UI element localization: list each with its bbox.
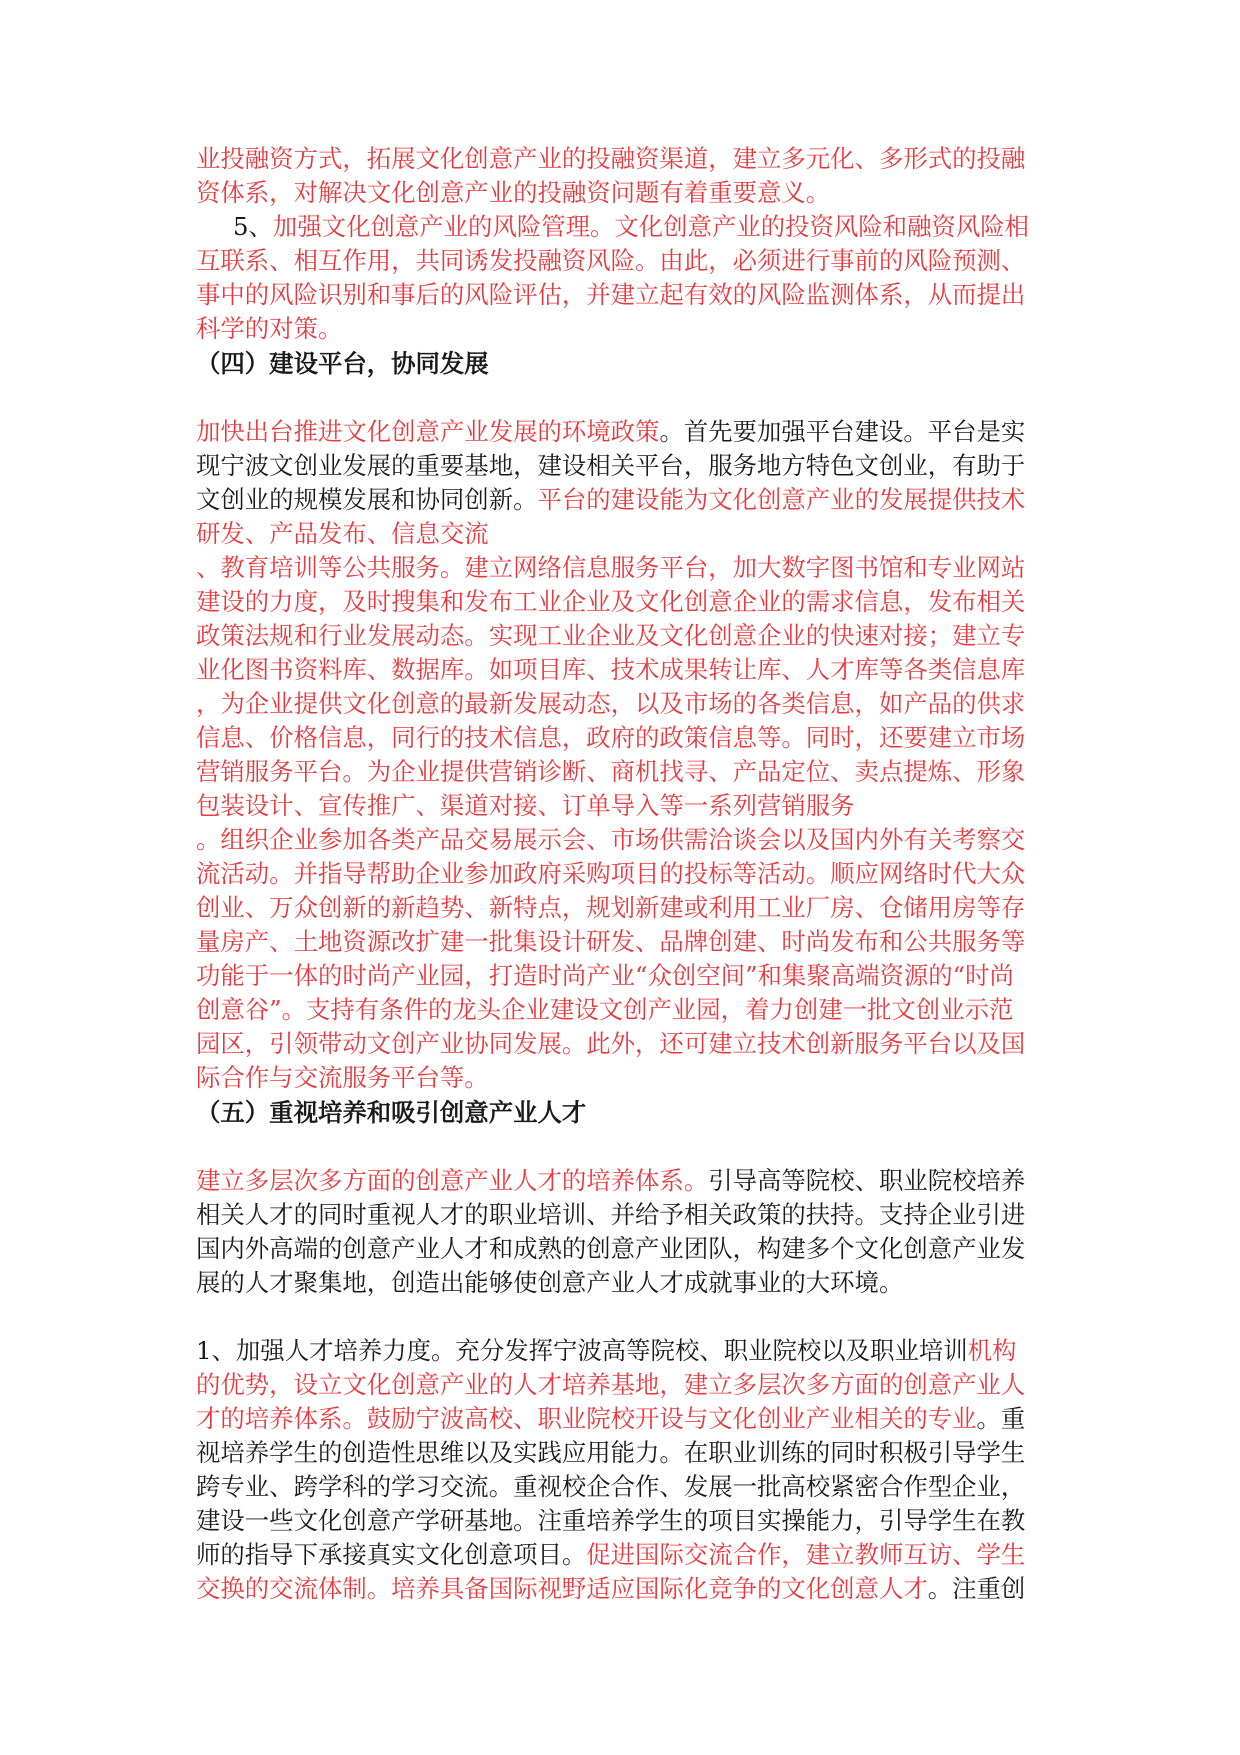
body-text-line bbox=[196, 754, 1025, 790]
plain-text: 跨专业、跨学科的学习交流。重视校企合作、发展一批高校紧密合作型企业， bbox=[196, 1472, 1026, 1501]
body-text-line bbox=[196, 448, 1025, 484]
highlighted-text: 建立多层次多方面的创意产业人才的培养体系。 bbox=[196, 1166, 709, 1195]
body-text-line bbox=[196, 1197, 1025, 1233]
section-heading bbox=[196, 346, 489, 382]
body-text-line bbox=[196, 175, 830, 211]
highlighted-text: 建设的力度，及时搜集和发布工业企业及文化创意企业的需求信息，发布相关 bbox=[196, 587, 1026, 616]
highlighted-text: 促进国际交流合作，建立教师互访、学生 bbox=[586, 1540, 1026, 1569]
highlighted-text: 创业、万众创新的新趋势、新特点，规划新建或利用工业厂房、仓储用房等存 bbox=[196, 893, 1026, 922]
highlighted-text: 加强文化创意产业的风险管理。文化创意产业的投资风险和融资风险相 bbox=[272, 212, 1030, 241]
highlighted-text: 机构 bbox=[967, 1336, 1017, 1365]
body-text-line bbox=[196, 550, 1025, 586]
body-text-line bbox=[196, 141, 1025, 177]
body-text-line bbox=[196, 414, 1025, 450]
body-text-line bbox=[196, 1333, 1016, 1369]
body-text-line bbox=[196, 277, 1025, 313]
body-text-line bbox=[196, 856, 1025, 892]
highlighted-text: 营销服务平台。为企业提供营销诊断、商机找寻、产品定位、卖点提炼、形象 bbox=[196, 757, 1026, 786]
body-text-line bbox=[196, 1401, 1025, 1437]
section-heading bbox=[196, 1095, 586, 1131]
highlighted-text: 科学的对策。 bbox=[196, 314, 343, 343]
highlighted-text: 事中的风险识别和事后的风险评估，并建立起有效的风险监测体系，从而提出 bbox=[196, 280, 1026, 309]
plain-text: 。首先要加强平台建设。平台是实 bbox=[659, 417, 1026, 446]
plain-text: 引导高等院校、职业院校培养 bbox=[708, 1166, 1026, 1195]
body-text-line bbox=[196, 516, 489, 552]
body-text-line bbox=[196, 1571, 1025, 1607]
plain-text: 1、加强人才培养力度。充分发挥宁波高等院校、职业院校以及职业培训 bbox=[196, 1336, 968, 1365]
highlighted-text: 信息、价格信息，同行的技术信息，政府的政策信息等。同时，还要建立市场 bbox=[196, 723, 1026, 752]
highlighted-text: 量房产、土地资源改扩建一批集设计研发、品牌创建、时尚发布和公共服务等 bbox=[196, 927, 1026, 956]
body-text-line bbox=[196, 618, 1025, 654]
highlighted-text: 创意谷”。支持有条件的龙头企业建设文创产业园，着力创建一批文创业示范 bbox=[196, 995, 1014, 1024]
body-text-line bbox=[196, 1026, 1025, 1062]
highlighted-text: 互联系、相互作用，共同诱发投融资风险。由此，必须进行事前的风险预测、 bbox=[196, 246, 1026, 275]
highlighted-text: 研发、产品发布、信息交流 bbox=[196, 519, 489, 548]
body-text-line bbox=[196, 1060, 489, 1096]
body-text-line bbox=[196, 1231, 1025, 1267]
body-text-line bbox=[196, 584, 1025, 620]
body-text-line bbox=[196, 924, 1025, 960]
body-text-line bbox=[196, 822, 1025, 858]
body-text-line bbox=[196, 1537, 1025, 1573]
plain-text: 5、 bbox=[233, 212, 273, 241]
highlighted-text: 功能于一体的时尚产业园，打造时尚产业“众创空间”和集聚高端资源的“时尚 bbox=[196, 961, 1014, 990]
highlighted-text: 业化图书资料库、数据库。如项目库、技术成果转让库、人才库等各类信息库 bbox=[196, 655, 1026, 684]
body-text-line bbox=[196, 1367, 1025, 1403]
body-text-line bbox=[196, 958, 1014, 994]
plain-text: （五）重视培养和吸引创意产业人才 bbox=[196, 1098, 587, 1127]
body-text-line bbox=[196, 686, 1025, 722]
highlighted-text: 包装设计、宣传推广、渠道对接、订单导入等一系列营销服务 bbox=[196, 791, 855, 820]
body-text-line bbox=[196, 1163, 1025, 1199]
body-text-line bbox=[196, 311, 342, 347]
body-text-line bbox=[196, 1265, 903, 1301]
highlighted-text: 际合作与交流服务平台等。 bbox=[196, 1063, 489, 1092]
plain-text: 展的人才聚集地，创造出能够使创意产业人才成就事业的大环境。 bbox=[196, 1268, 904, 1297]
plain-text: 相关人才的同时重视人才的职业培训、并给予相关政策的扶持。支持企业引进 bbox=[196, 1200, 1026, 1229]
plain-text: 。重 bbox=[976, 1404, 1026, 1433]
plain-text: （四）建设平台，协同发展 bbox=[196, 349, 489, 378]
plain-text: 师的指导下承接真实文化创意项目。 bbox=[196, 1540, 587, 1569]
body-text-line bbox=[196, 788, 855, 824]
body-text-line bbox=[196, 243, 1025, 279]
plain-text: 文创业的规模发展和协同创新。 bbox=[196, 485, 538, 514]
body-text-line bbox=[196, 1503, 1025, 1539]
highlighted-text: 业投融资方式，拓展文化创意产业的投融资渠道，建立多元化、多形式的投融 bbox=[196, 144, 1026, 173]
highlighted-text: 平台的建设能为文化创意产业的发展提供技术 bbox=[537, 485, 1026, 514]
body-text-line bbox=[233, 209, 1029, 245]
body-text-line bbox=[196, 890, 1025, 926]
body-text-line bbox=[196, 992, 1013, 1028]
body-text-line bbox=[196, 720, 1025, 756]
plain-text: 现宁波文创业发展的重要基地，建设相关平台，服务地方特色文创业，有助于 bbox=[196, 451, 1026, 480]
highlighted-text: 、教育培训等公共服务。建立网络信息服务平台，加大数字图书馆和专业网站 bbox=[196, 553, 1026, 582]
highlighted-text: 园区，引领带动文创产业协同发展。此外，还可建立技术创新服务平台以及国 bbox=[196, 1029, 1026, 1058]
highlighted-text: 的优势，设立文化创意产业的人才培养基地，建立多层次多方面的创意产业人 bbox=[196, 1370, 1026, 1399]
plain-text: 国内外高端的创意产业人才和成熟的创意产业团队，构建多个文化创意产业发 bbox=[196, 1234, 1026, 1263]
highlighted-text: 。组织企业参加各类产品交易展示会、市场供需洽谈会以及国内外有关考察交 bbox=[196, 825, 1026, 854]
highlighted-text: 交换的交流体制。培养具备国际视野适应国际化竞争的文化创意人才 bbox=[196, 1574, 928, 1603]
body-text-line bbox=[196, 652, 1025, 688]
highlighted-text: 加快出台推进文化创意产业发展的环境政策 bbox=[196, 417, 660, 446]
highlighted-text: 才的培养体系。鼓励宁波高校、职业院校开设与文化创业产业相关的专业 bbox=[196, 1404, 977, 1433]
body-text-line bbox=[196, 482, 1025, 518]
body-text-line bbox=[196, 1469, 1025, 1505]
highlighted-text: 政策法规和行业发展动态。实现工业企业及文化创意企业的快速对接；建立专 bbox=[196, 621, 1026, 650]
highlighted-text: ，为企业提供文化创意的最新发展动态，以及市场的各类信息，如产品的供求 bbox=[196, 689, 1026, 718]
highlighted-text: 流活动。并指导帮助企业参加政府采购项目的投标等活动。顺应网络时代大众 bbox=[196, 859, 1026, 888]
plain-text: 。注重创 bbox=[927, 1574, 1026, 1603]
plain-text: 视培养学生的创造性思维以及实践应用能力。在职业训练的同时积极引导学生 bbox=[196, 1438, 1026, 1467]
plain-text: 建设一些文化创意产学研基地。注重培养学生的项目实操能力，引导学生在教 bbox=[196, 1506, 1026, 1535]
body-text-line bbox=[196, 1435, 1025, 1471]
highlighted-text: 资体系，对解决文化创意产业的投融资问题有着重要意义。 bbox=[196, 178, 831, 207]
